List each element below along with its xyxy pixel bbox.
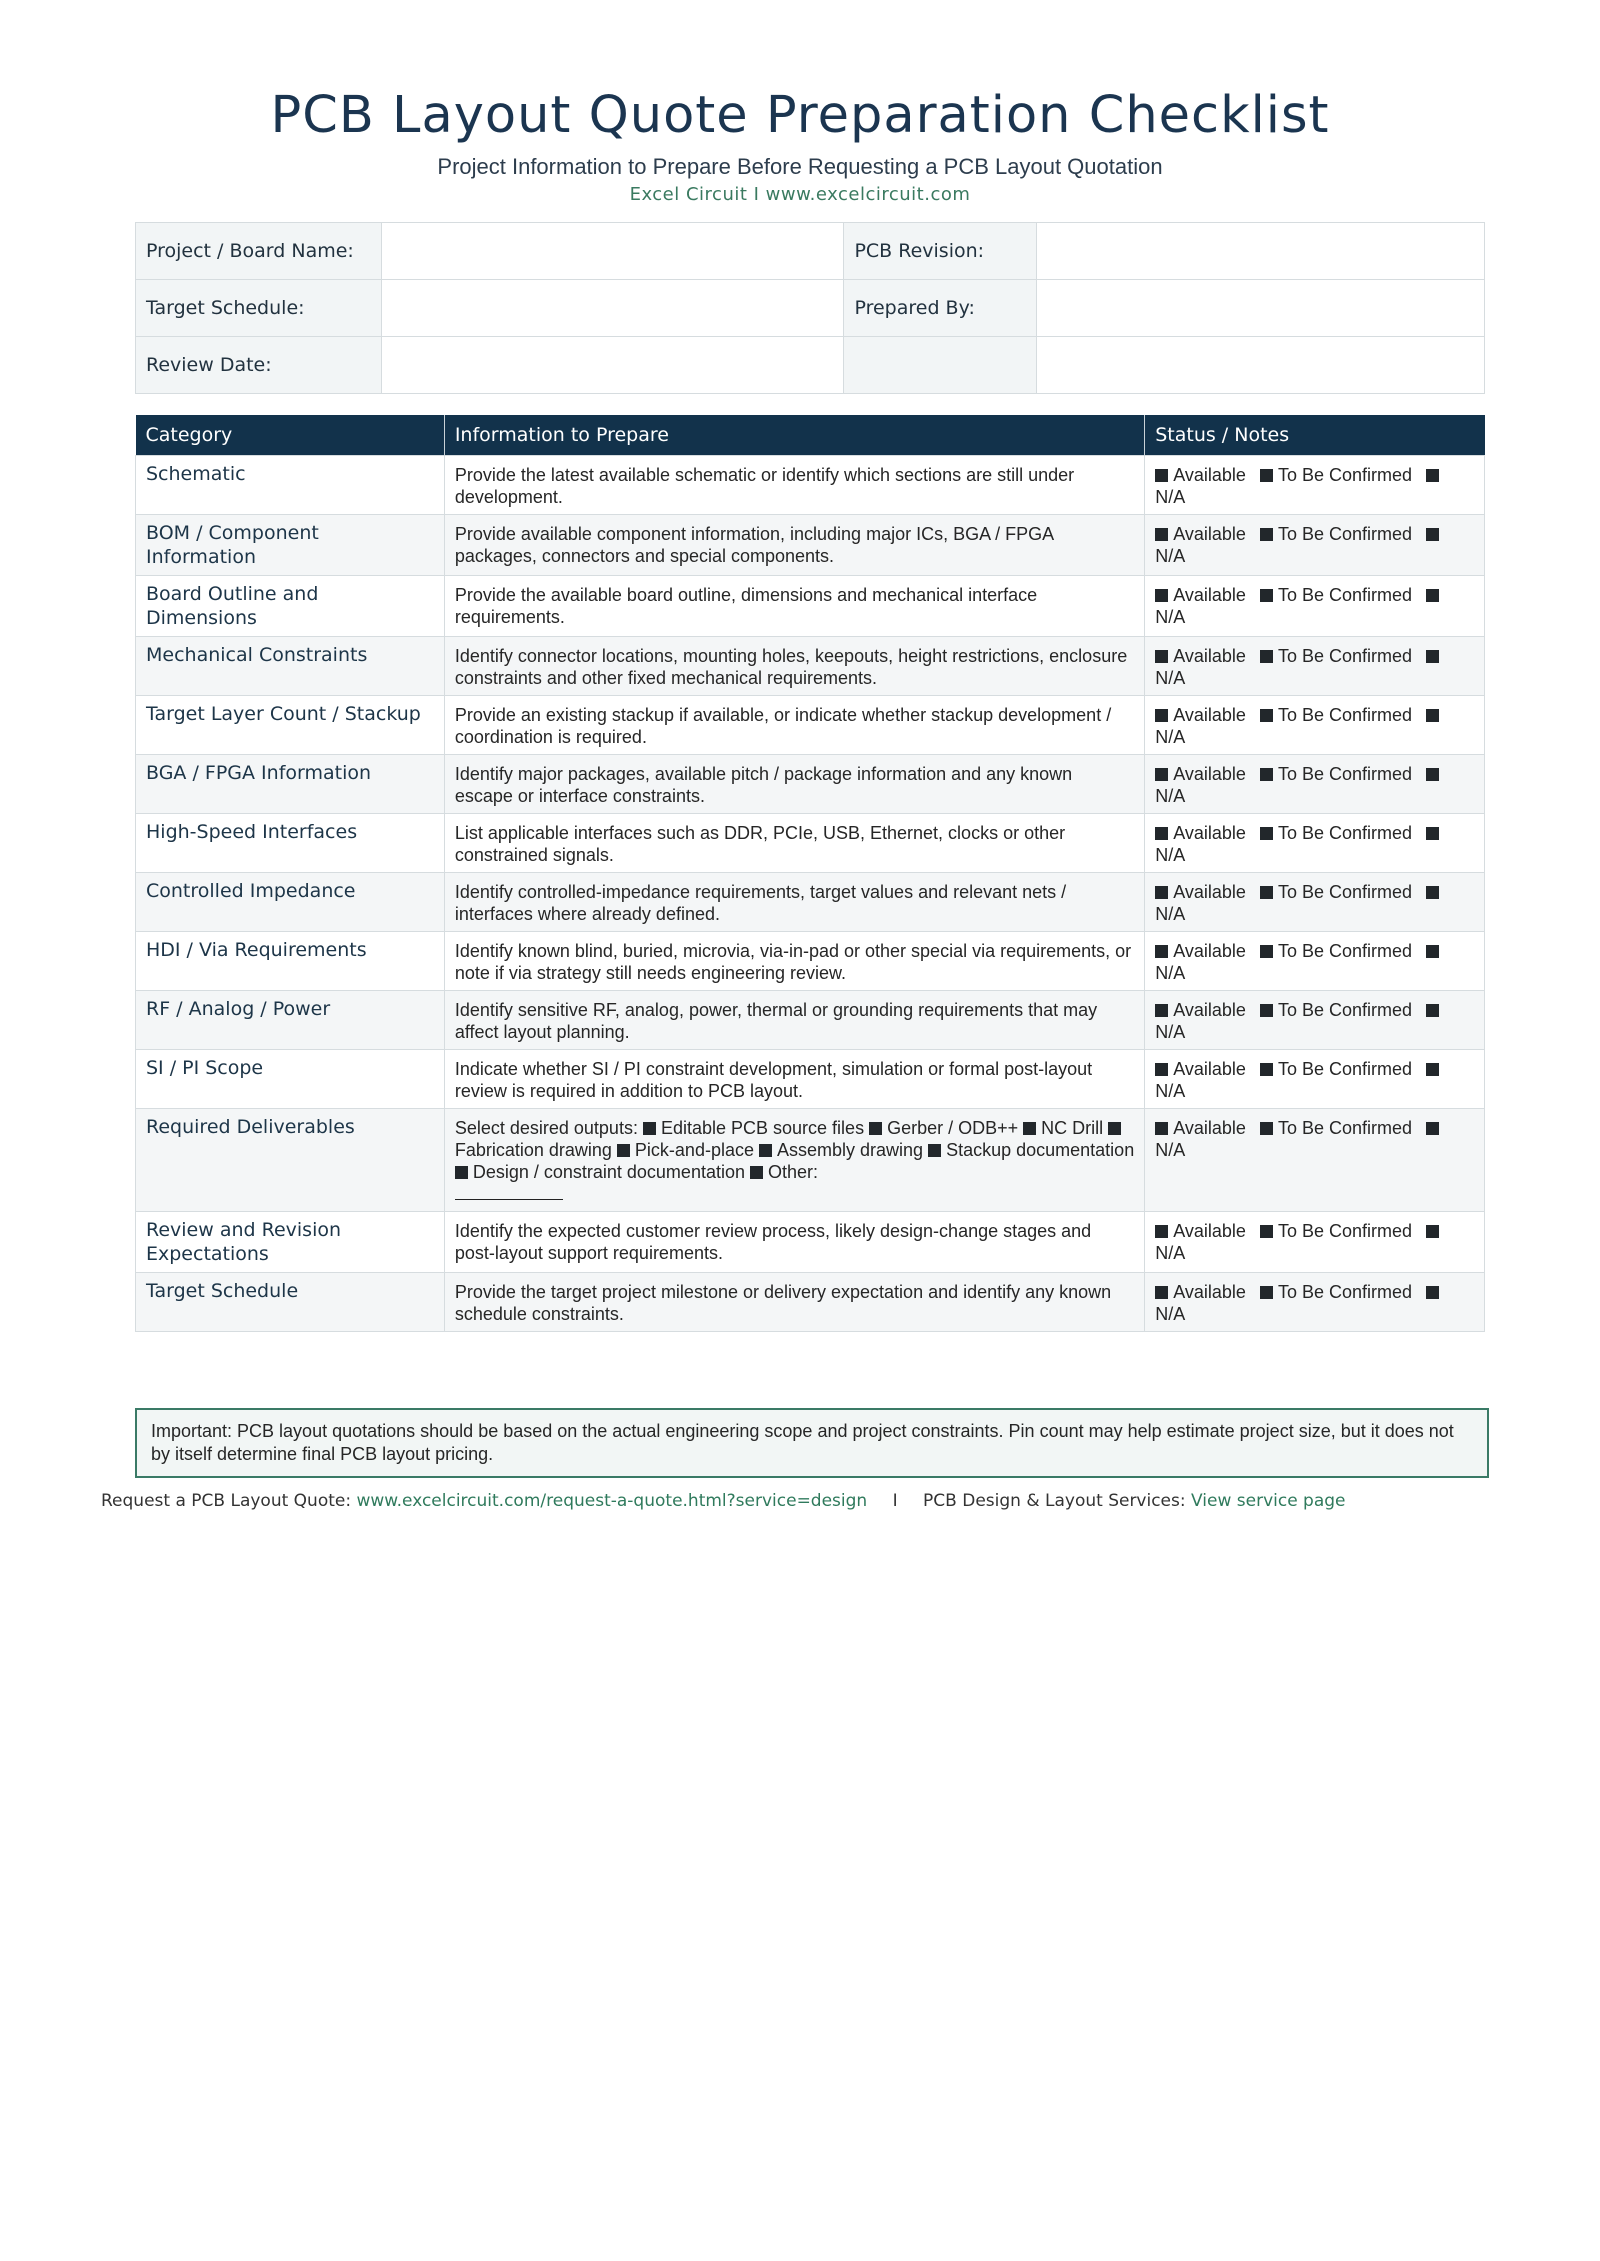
table-row (136, 1050, 1485, 1109)
status-option-label: Available (1173, 524, 1246, 544)
category-cell: BGA / FPGA Information (136, 755, 445, 814)
status-option-to-be-confirmed[interactable] (1260, 823, 1412, 843)
deliverable-option-label: Other: (768, 1162, 819, 1182)
status-option-label: To Be Confirmed (1277, 524, 1413, 544)
brand-line: Excel Circuit I www.excelcircuit.com (629, 184, 971, 205)
services-label: PCB Design & Layout Services: (923, 1491, 1186, 1511)
information-cell: Provide the target project milestone or delivery expectation and identify any known schedule constraints. (444, 1273, 1144, 1332)
status-option-label: Available (1173, 941, 1246, 961)
status-option-label: N/A (1155, 546, 1186, 566)
checkbox-icon[interactable] (1260, 827, 1273, 840)
status-cell (1145, 576, 1485, 637)
table-row (136, 991, 1485, 1050)
checkbox-icon[interactable] (1260, 945, 1273, 958)
information-cell: Provide an existing stackup if available, or indicate whether stackup development / coordination is required. (444, 696, 1144, 755)
checkbox-icon[interactable] (1108, 1122, 1121, 1135)
checkbox-icon[interactable] (1155, 709, 1168, 722)
status-option-label: To Be Confirmed (1277, 705, 1413, 725)
project-name-label: Project / Board Name: (136, 223, 382, 280)
checkbox-icon[interactable] (455, 1166, 468, 1179)
checkbox-icon[interactable] (1260, 1286, 1273, 1299)
status-option-available[interactable] (1155, 1282, 1246, 1302)
quote-label: Request a PCB Layout Quote: (101, 1491, 352, 1511)
checkbox-icon[interactable] (617, 1144, 630, 1157)
deliverable-option-label: Fabrication drawing (454, 1140, 612, 1160)
pcb-revision-field[interactable] (1037, 223, 1485, 280)
checkbox-icon[interactable] (643, 1122, 656, 1135)
status-option-available[interactable] (1155, 941, 1246, 961)
checkbox-icon[interactable] (1426, 1122, 1439, 1135)
status-option-label: Available (1173, 646, 1246, 666)
important-note: Important: PCB layout quotations should be based on the actual engineering scope and project constraints. Pin count may help estimate project size, but it does not by itself determine final PCB layout pricing. (135, 1408, 1489, 1478)
target-schedule-label: Target Schedule: (136, 280, 382, 337)
status-option-to-be-confirmed[interactable] (1260, 465, 1412, 485)
status-option-label: Available (1173, 1118, 1246, 1138)
status-option-label: N/A (1155, 963, 1186, 983)
checkbox-icon[interactable] (1260, 1004, 1273, 1017)
category-cell: SI / PI Scope (136, 1050, 445, 1109)
status-option-available[interactable] (1155, 646, 1246, 666)
empty-label-cell (844, 337, 1037, 394)
table-row (136, 932, 1485, 991)
checkbox-icon[interactable] (1155, 768, 1168, 781)
status-option-label: Available (1173, 585, 1246, 605)
table-row (136, 515, 1485, 576)
checkbox-icon[interactable] (1155, 1122, 1168, 1135)
status-option-label: Available (1173, 882, 1246, 902)
status-option-available[interactable] (1155, 764, 1246, 784)
column-header-status: Status / Notes (1145, 415, 1485, 456)
deliverable-option-label: Stackup documentation (946, 1140, 1135, 1160)
information-cell: Identify connector locations, mounting holes, keepouts, height restrictions, enclosure constraints and other fixed mechanical requirements. (444, 637, 1144, 696)
footer (101, 1491, 1501, 1511)
status-option-to-be-confirmed[interactable] (1260, 764, 1412, 784)
table-row (136, 456, 1485, 515)
status-option-label: To Be Confirmed (1277, 1000, 1413, 1020)
checkbox-icon[interactable] (1260, 768, 1273, 781)
checkbox-icon[interactable] (1260, 886, 1273, 899)
status-cell (1145, 637, 1485, 696)
deliverables-prefix: Select desired outputs: (454, 1118, 638, 1138)
checkbox-icon[interactable] (1260, 469, 1273, 482)
status-option-available[interactable] (1155, 1118, 1246, 1138)
empty-value-field[interactable] (1037, 337, 1485, 394)
status-cell (1145, 755, 1485, 814)
category-cell: HDI / Via Requirements (136, 932, 445, 991)
status-option-available[interactable] (1155, 465, 1246, 485)
checklist-body (136, 456, 1485, 1332)
status-option-label: To Be Confirmed (1277, 764, 1413, 784)
status-option-label: N/A (1155, 668, 1186, 688)
status-option-to-be-confirmed[interactable] (1260, 1000, 1412, 1020)
checkbox-icon[interactable] (1155, 886, 1168, 899)
status-option-label: N/A (1155, 1140, 1186, 1160)
pcb-revision-label: PCB Revision: (844, 223, 1037, 280)
status-option-label: To Be Confirmed (1277, 646, 1413, 666)
checkbox-icon[interactable] (1426, 709, 1439, 722)
checkbox-icon[interactable] (1260, 650, 1273, 663)
checkbox-icon[interactable] (759, 1144, 772, 1157)
checkbox-icon[interactable] (750, 1166, 763, 1179)
status-option-available[interactable] (1155, 524, 1246, 544)
document-header (0, 0, 1600, 206)
table-row (136, 1109, 1485, 1212)
status-option-label: To Be Confirmed (1277, 882, 1413, 902)
checkbox-icon[interactable] (1260, 709, 1273, 722)
status-option-available[interactable] (1155, 1059, 1246, 1079)
category-cell: High-Speed Interfaces (136, 814, 445, 873)
information-cell: Identify controlled-impedance requirements, target values and relevant nets / interfaces where already defined. (444, 873, 1144, 932)
status-cell (1145, 932, 1485, 991)
checkbox-icon[interactable] (1426, 589, 1439, 602)
status-option-label: To Be Confirmed (1277, 941, 1413, 961)
services-link[interactable]: View service page (1191, 1491, 1346, 1511)
checkbox-icon[interactable] (869, 1122, 882, 1135)
deliverable-option-label: Editable PCB source files (660, 1118, 865, 1138)
status-option-label: N/A (1155, 904, 1186, 924)
status-option-label: To Be Confirmed (1277, 1059, 1413, 1079)
status-cell (1145, 1273, 1485, 1332)
checklist-table (135, 415, 1485, 1332)
status-cell (1145, 515, 1485, 576)
checkbox-icon[interactable] (1426, 827, 1439, 840)
category-cell: Mechanical Constraints (136, 637, 445, 696)
information-cell: Identify the expected customer review process, likely design-change stages and post-layout support requirements. (444, 1212, 1144, 1273)
information-cell: Provide the latest available schematic or identify which sections are still under development. (444, 456, 1144, 515)
table-row (136, 576, 1485, 637)
status-cell (1145, 873, 1485, 932)
footer-separator: I (892, 1491, 898, 1511)
checkbox-icon[interactable] (1155, 1063, 1168, 1076)
information-cell: Identify sensitive RF, analog, power, thermal or grounding requirements that may affect layout planning. (444, 991, 1144, 1050)
status-cell (1145, 1050, 1485, 1109)
status-option-available[interactable] (1155, 705, 1246, 725)
checkbox-icon[interactable] (1260, 1225, 1273, 1238)
status-option-to-be-confirmed[interactable] (1260, 585, 1412, 605)
table-row (136, 873, 1485, 932)
information-cell (444, 1109, 1144, 1212)
category-cell: Required Deliverables (136, 1109, 445, 1212)
checkbox-icon[interactable] (1426, 1225, 1439, 1238)
status-option-label: N/A (1155, 1243, 1186, 1263)
table-row (136, 696, 1485, 755)
checkbox-icon[interactable] (1426, 886, 1439, 899)
status-option-to-be-confirmed[interactable] (1260, 1221, 1412, 1241)
checkbox-icon[interactable] (1426, 469, 1439, 482)
checkbox-icon[interactable] (1426, 945, 1439, 958)
category-cell: Review and Revision Expectations (136, 1212, 445, 1273)
status-option-label: N/A (1155, 786, 1186, 806)
checkbox-icon[interactable] (1260, 1063, 1273, 1076)
status-option-available[interactable] (1155, 1000, 1246, 1020)
target-schedule-field[interactable] (381, 280, 844, 337)
checkbox-icon[interactable] (1260, 528, 1273, 541)
status-cell (1145, 814, 1485, 873)
status-cell (1145, 456, 1485, 515)
deliverable-option-label: Pick-and-place (634, 1140, 754, 1160)
checkbox-icon[interactable] (1155, 528, 1168, 541)
status-option-label: Available (1173, 1282, 1246, 1302)
checkbox-icon[interactable] (1426, 1286, 1439, 1299)
status-option-label: Available (1173, 823, 1246, 843)
information-cell: List applicable interfaces such as DDR, PCIe, USB, Ethernet, clocks or other constrained signals. (444, 814, 1144, 873)
information-cell: Provide the available board outline, dimensions and mechanical interface requirements. (444, 576, 1144, 637)
page-subtitle: Project Information to Prepare Before Requesting a PCB Layout Quotation (437, 154, 1163, 179)
status-option-label: To Be Confirmed (1277, 823, 1413, 843)
deliverable-option-label: NC Drill (1041, 1118, 1104, 1138)
checkbox-icon[interactable] (1426, 528, 1439, 541)
checkbox-icon[interactable] (1155, 945, 1168, 958)
checkbox-icon[interactable] (928, 1144, 941, 1157)
status-cell (1145, 1212, 1485, 1273)
category-cell: Target Layer Count / Stackup (136, 696, 445, 755)
deliverable-option-label: Design / constraint documentation (472, 1162, 745, 1182)
status-option-to-be-confirmed[interactable] (1260, 705, 1412, 725)
prepared-by-field[interactable] (1037, 280, 1485, 337)
information-cell: Provide available component information, including major ICs, BGA / FPGA packages, connectors and special components. (444, 515, 1144, 576)
checkbox-icon[interactable] (1155, 1286, 1168, 1299)
table-row (136, 814, 1485, 873)
status-option-label: Available (1173, 1059, 1246, 1079)
column-header-category: Category (136, 415, 445, 456)
quote-link[interactable]: www.excelcircuit.com/request-a-quote.html?service=design (356, 1491, 868, 1511)
status-option-label: N/A (1155, 1022, 1186, 1042)
status-cell (1145, 696, 1485, 755)
status-option-label: N/A (1155, 1304, 1186, 1324)
status-option-to-be-confirmed[interactable] (1260, 882, 1412, 902)
deliverable-option-label: Gerber / ODB++ (887, 1118, 1019, 1138)
information-cell: Indicate whether SI / PI constraint development, simulation or formal post-layout review is required in addition to PCB layout. (444, 1050, 1144, 1109)
checkbox-icon[interactable] (1426, 768, 1439, 781)
table-row (136, 1212, 1485, 1273)
checkbox-icon[interactable] (1426, 650, 1439, 663)
information-cell: Identify major packages, available pitch / package information and any known escape or interface constraints. (444, 755, 1144, 814)
status-option-label: N/A (1155, 727, 1186, 747)
status-option-label: N/A (1155, 487, 1186, 507)
column-header-information: Information to Prepare (444, 415, 1144, 456)
checkbox-icon[interactable] (1155, 469, 1168, 482)
status-option-label: To Be Confirmed (1277, 585, 1413, 605)
status-option-label: Available (1173, 1000, 1246, 1020)
table-row (136, 755, 1485, 814)
table-row (136, 1273, 1485, 1332)
status-option-label: Available (1173, 764, 1246, 784)
status-option-label: To Be Confirmed (1277, 1221, 1413, 1241)
review-date-field[interactable] (381, 337, 844, 394)
other-blank-line[interactable] (455, 1185, 563, 1200)
status-cell (1145, 991, 1485, 1050)
status-option-label: Available (1173, 705, 1246, 725)
project-name-field[interactable] (381, 223, 844, 280)
status-option-to-be-confirmed[interactable] (1260, 1059, 1412, 1079)
checkbox-icon[interactable] (1155, 827, 1168, 840)
checkbox-icon[interactable] (1155, 650, 1168, 663)
category-cell: BOM / Component Information (136, 515, 445, 576)
status-option-available[interactable] (1155, 585, 1246, 605)
checkbox-icon[interactable] (1426, 1063, 1439, 1076)
category-cell: Schematic (136, 456, 445, 515)
status-cell (1145, 1109, 1485, 1212)
status-option-available[interactable] (1155, 823, 1246, 843)
status-option-label: N/A (1155, 1081, 1186, 1101)
status-option-label: To Be Confirmed (1277, 1118, 1413, 1138)
checkbox-icon[interactable] (1155, 1004, 1168, 1017)
checkbox-icon[interactable] (1426, 1004, 1439, 1017)
category-cell: Target Schedule (136, 1273, 445, 1332)
checklist-header-row (136, 415, 1485, 456)
status-option-to-be-confirmed[interactable] (1260, 1282, 1412, 1302)
status-option-to-be-confirmed[interactable] (1260, 524, 1412, 544)
status-option-available[interactable] (1155, 1221, 1246, 1241)
status-option-label: N/A (1155, 845, 1186, 865)
page-title: PCB Layout Quote Preparation Checklist (270, 86, 1330, 145)
status-option-label: To Be Confirmed (1277, 1282, 1413, 1302)
status-option-to-be-confirmed[interactable] (1260, 941, 1412, 961)
status-option-label: Available (1173, 1221, 1246, 1241)
status-option-label: N/A (1155, 607, 1186, 627)
table-row (136, 637, 1485, 696)
information-cell: Identify known blind, buried, microvia, via-in-pad or other special via requirements, or note if via strategy still needs engineering review. (444, 932, 1144, 991)
status-option-label: Available (1173, 465, 1246, 485)
deliverable-option-label: Assembly drawing (777, 1140, 924, 1160)
status-option-label: To Be Confirmed (1277, 465, 1413, 485)
category-cell: Controlled Impedance (136, 873, 445, 932)
status-option-available[interactable] (1155, 882, 1246, 902)
checkbox-icon[interactable] (1260, 1122, 1273, 1135)
prepared-by-label: Prepared By: (844, 280, 1037, 337)
status-option-to-be-confirmed[interactable] (1260, 646, 1412, 666)
checkbox-icon[interactable] (1023, 1122, 1036, 1135)
checkbox-icon[interactable] (1155, 589, 1168, 602)
project-info-table (135, 222, 1485, 394)
review-date-label: Review Date: (136, 337, 382, 394)
status-option-to-be-confirmed[interactable] (1260, 1118, 1412, 1138)
category-cell: RF / Analog / Power (136, 991, 445, 1050)
category-cell: Board Outline and Dimensions (136, 576, 445, 637)
checkbox-icon[interactable] (1260, 589, 1273, 602)
checkbox-icon[interactable] (1155, 1225, 1168, 1238)
